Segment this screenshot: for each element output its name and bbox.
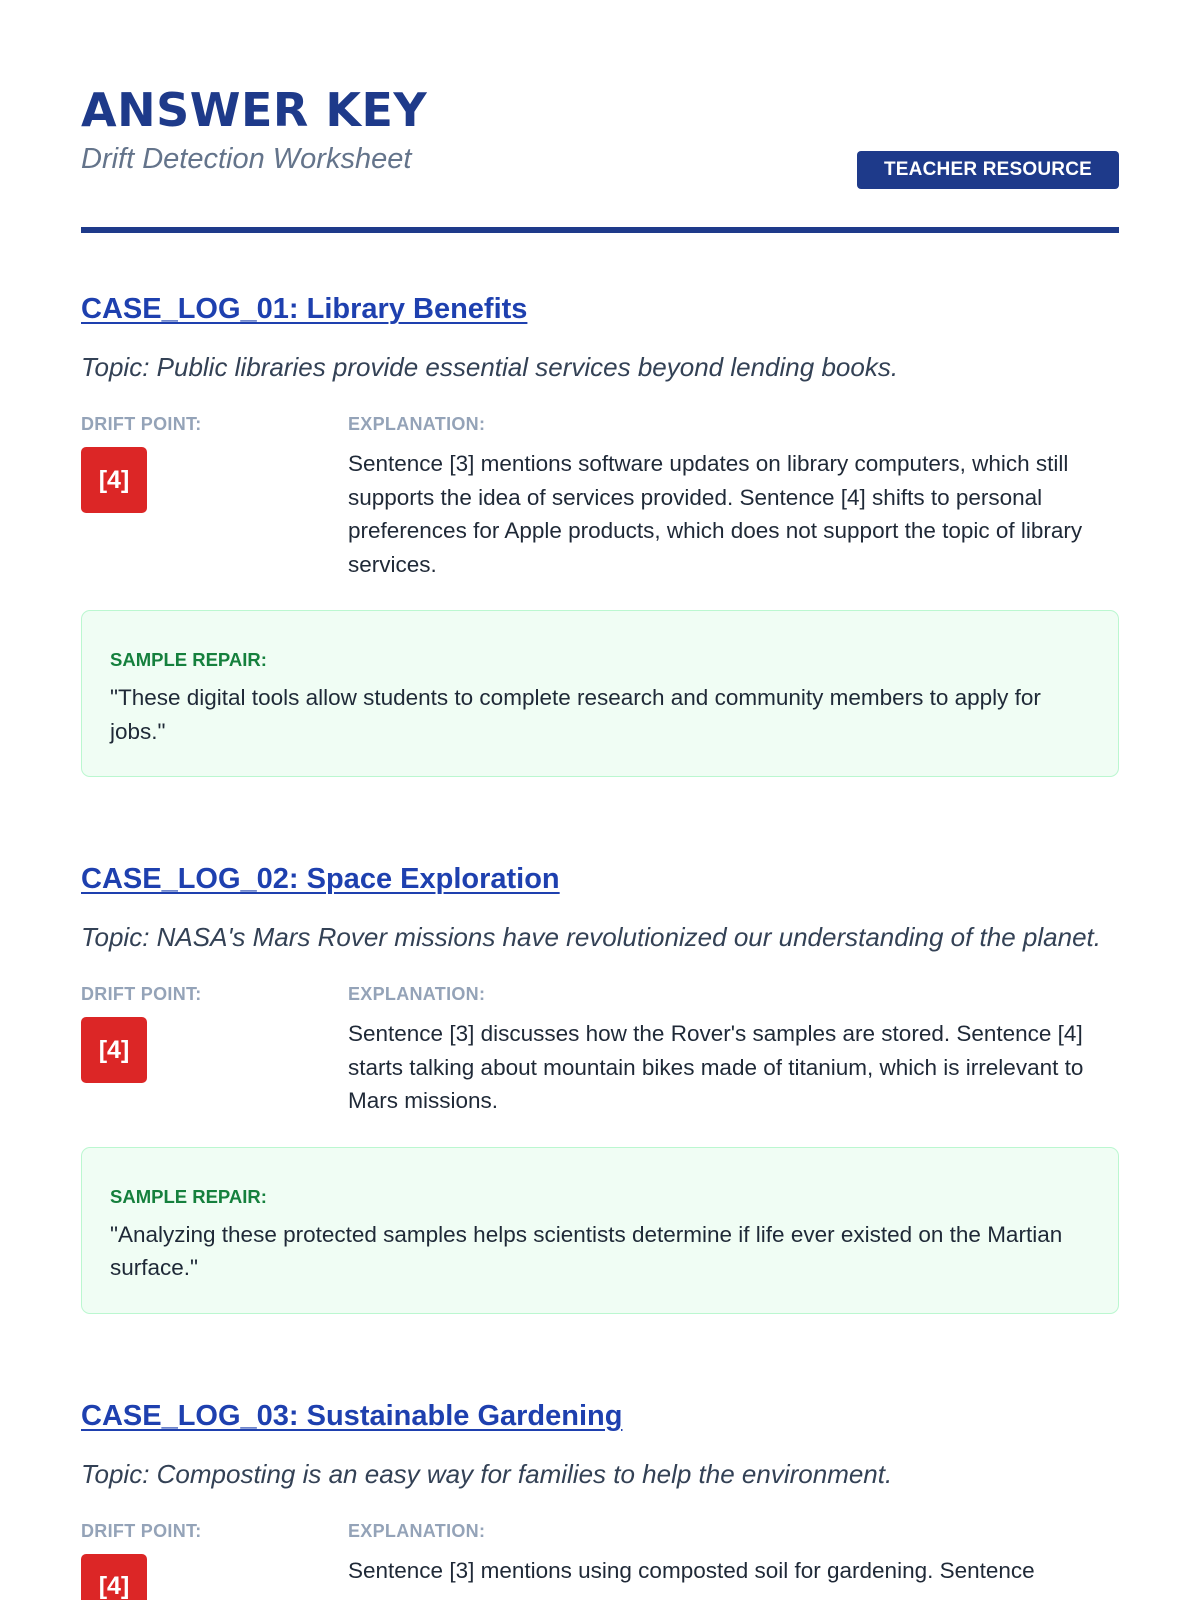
- explanation-text: Sentence [3] discusses how the Rover's samples are stored. Sentence [4] starts talking about mountain bikes made of titanium, which is irrelevant to Mars missions.: [348, 1021, 1084, 1113]
- case-analysis: [81, 983, 1119, 1118]
- case-title-link[interactable]: CASE_LOG_02: Space Exploration: [81, 863, 560, 895]
- explanation-label: EXPLANATION:: [348, 1520, 486, 1541]
- case-title-link[interactable]: CASE_LOG_03: Sustainable Gardening: [81, 1399, 623, 1432]
- case-title-link[interactable]: CASE_LOG_01: Library Benefits: [81, 293, 528, 325]
- page-header: [81, 0, 1119, 233]
- sample-repair-box: [81, 1147, 1119, 1314]
- explanation-column: [348, 983, 1119, 1118]
- sample-repair-label: SAMPLE REPAIR:: [110, 1185, 267, 1207]
- explanation-label: EXPLANATION:: [348, 414, 486, 434]
- page-title: ANSWER KEY: [81, 83, 428, 137]
- explanation-column: [348, 413, 1119, 581]
- case-topic: Topic: Composting is an easy way for families to help the environment.: [81, 1458, 893, 1489]
- sample-repair-box: [81, 610, 1119, 777]
- sample-repair-label: SAMPLE REPAIR:: [110, 649, 267, 670]
- drift-point-column: [81, 1520, 348, 1600]
- case-log-01: [81, 291, 1119, 777]
- case-analysis: [81, 1520, 1119, 1600]
- explanation-text: Sentence [3] mentions software updates on library computers, which still supports the idea of services provided. Sentence [4] shifts to personal preferences for Apple products, which does not support the topic of library services.: [348, 451, 1083, 577]
- page-subtitle: Drift Detection Worksheet: [81, 143, 412, 175]
- drift-point-badge: [4]: [81, 1554, 147, 1600]
- case-topic: Topic: Public libraries provide essential services beyond lending books.: [81, 352, 899, 382]
- case-topic: Topic: NASA's Mars Rover missions have revolutionized our understanding of the planet.: [81, 922, 1101, 952]
- explanation-label: EXPLANATION:: [348, 984, 486, 1004]
- case-analysis: [81, 413, 1119, 581]
- sample-repair-text: "Analyzing these protected samples helps scientists determine if life ever existed on the Martian surface.": [110, 1221, 1063, 1280]
- teacher-resource-badge: TEACHER RESOURCE: [857, 151, 1119, 189]
- drift-point-badge: [4]: [81, 1017, 147, 1083]
- drift-point-column: [81, 413, 348, 581]
- drift-point-label: DRIFT POINT:: [81, 1520, 202, 1541]
- drift-point-column: [81, 983, 348, 1118]
- explanation-column: [348, 1520, 1119, 1600]
- drift-point-badge: [4]: [81, 447, 147, 513]
- case-log-02: [81, 861, 1119, 1314]
- sample-repair-text: "These digital tools allow students to complete research and community members to apply for jobs.": [110, 685, 1041, 744]
- case-log-03: [81, 1398, 1119, 1600]
- drift-point-label: DRIFT POINT:: [81, 414, 202, 434]
- explanation-text: Sentence [3] mentions using composted soil for gardening. Sentence: [348, 1557, 1035, 1583]
- drift-point-label: DRIFT POINT:: [81, 984, 202, 1004]
